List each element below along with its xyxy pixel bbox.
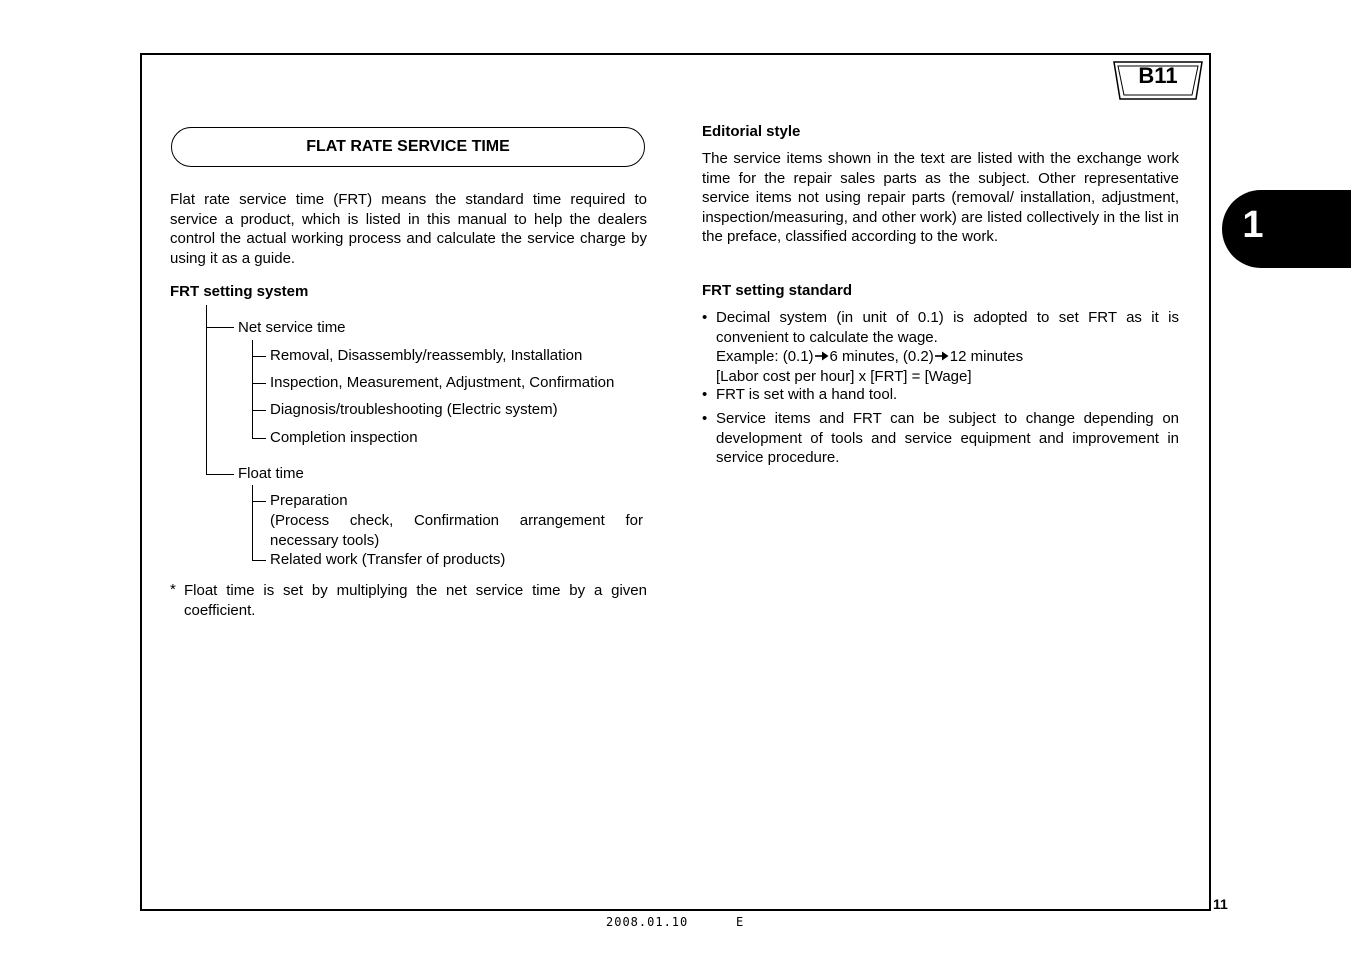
section-badge	[1112, 60, 1204, 100]
chapter-number: 1	[1242, 204, 1264, 246]
net-item: Removal, Disassembly/reassembly, Installation	[270, 347, 583, 364]
example-prefix: Example: (0.1)	[716, 348, 814, 365]
chapter-tab	[1222, 190, 1351, 268]
float-time-note: Float time is set by multiplying the net service time by a given coefficient.	[184, 582, 647, 619]
editorial-paragraph: The service items shown in the text are listed with the exchange work time for the repair sales parts as the subject. Other representative service items not using repair parts (removal/ installation, adjustment, inspection/measuring, and other work) are listed collectively in the list in the preface, classified according to the work.	[702, 150, 1179, 245]
right-arrow-icon	[935, 351, 949, 361]
net-service-time-label: Net service time	[238, 319, 346, 336]
right-arrow-icon	[815, 351, 829, 361]
bullet-text: Decimal system (in unit of 0.1) is adopted to set FRT as it is convenient to calculate the wage.	[716, 309, 1179, 346]
float-item-tick	[252, 501, 266, 502]
footer-date: 2008.01.10	[606, 915, 689, 929]
section-title-box	[171, 127, 645, 167]
tree-branch-float	[206, 474, 234, 475]
section-title: FLAT RATE SERVICE TIME	[306, 138, 510, 155]
editorial-style-heading: Editorial style	[702, 123, 801, 140]
float-item-tick	[252, 560, 266, 561]
bullet-mark: •	[702, 410, 708, 427]
net-item-tick	[252, 438, 266, 439]
net-item: Completion inspection	[270, 429, 418, 446]
footer-language: E	[736, 915, 745, 929]
float-item: Preparation	[270, 492, 348, 509]
net-item: Diagnosis/troubleshooting (Electric system)	[270, 401, 558, 418]
float-subtree-line	[252, 485, 253, 561]
float-time-label: Float time	[238, 465, 304, 482]
intro-paragraph: Flat rate service time (FRT) means the standard time required to service a product, which is listed in this manual to help the dealers control the actual working process and calculate the service charge by using it as a guide.	[170, 191, 647, 267]
note-asterisk: *	[170, 581, 176, 598]
tree-branch-net	[206, 327, 234, 328]
page-number: 11	[1213, 896, 1228, 912]
example-second: 12 minutes	[949, 348, 1024, 365]
net-item-tick	[252, 356, 266, 357]
bullet-text: FRT is set with a hand tool.	[716, 386, 898, 403]
float-item: Related work (Transfer of products)	[270, 551, 506, 568]
bullet-mark: •	[702, 309, 708, 326]
standard-bullet	[702, 308, 1179, 386]
tree-trunk	[206, 305, 207, 474]
example-line	[716, 347, 1179, 367]
float-item-detail: (Process check, Confirmation arrangement for necessary tools)	[270, 512, 643, 549]
frt-standard-heading: FRT setting standard	[702, 282, 853, 299]
standard-bullet	[702, 409, 1179, 468]
example-first: 6 minutes, (0.2)	[829, 348, 934, 365]
frt-system-heading: FRT setting system	[170, 283, 309, 300]
net-item-tick	[252, 383, 266, 384]
bullet-text: Service items and FRT can be subject to change depending on development of tools and service equipment and improvement in service procedure.	[716, 410, 1179, 466]
wage-formula: [Labor cost per hour] x [FRT] = [Wage]	[716, 367, 972, 385]
net-subtree-line	[252, 340, 253, 438]
net-item: Inspection, Measurement, Adjustment, Confirmation	[270, 374, 615, 391]
bullet-mark: •	[702, 386, 708, 403]
section-code: B11	[1138, 63, 1178, 88]
standard-bullet	[702, 385, 1179, 405]
net-item-tick	[252, 410, 266, 411]
